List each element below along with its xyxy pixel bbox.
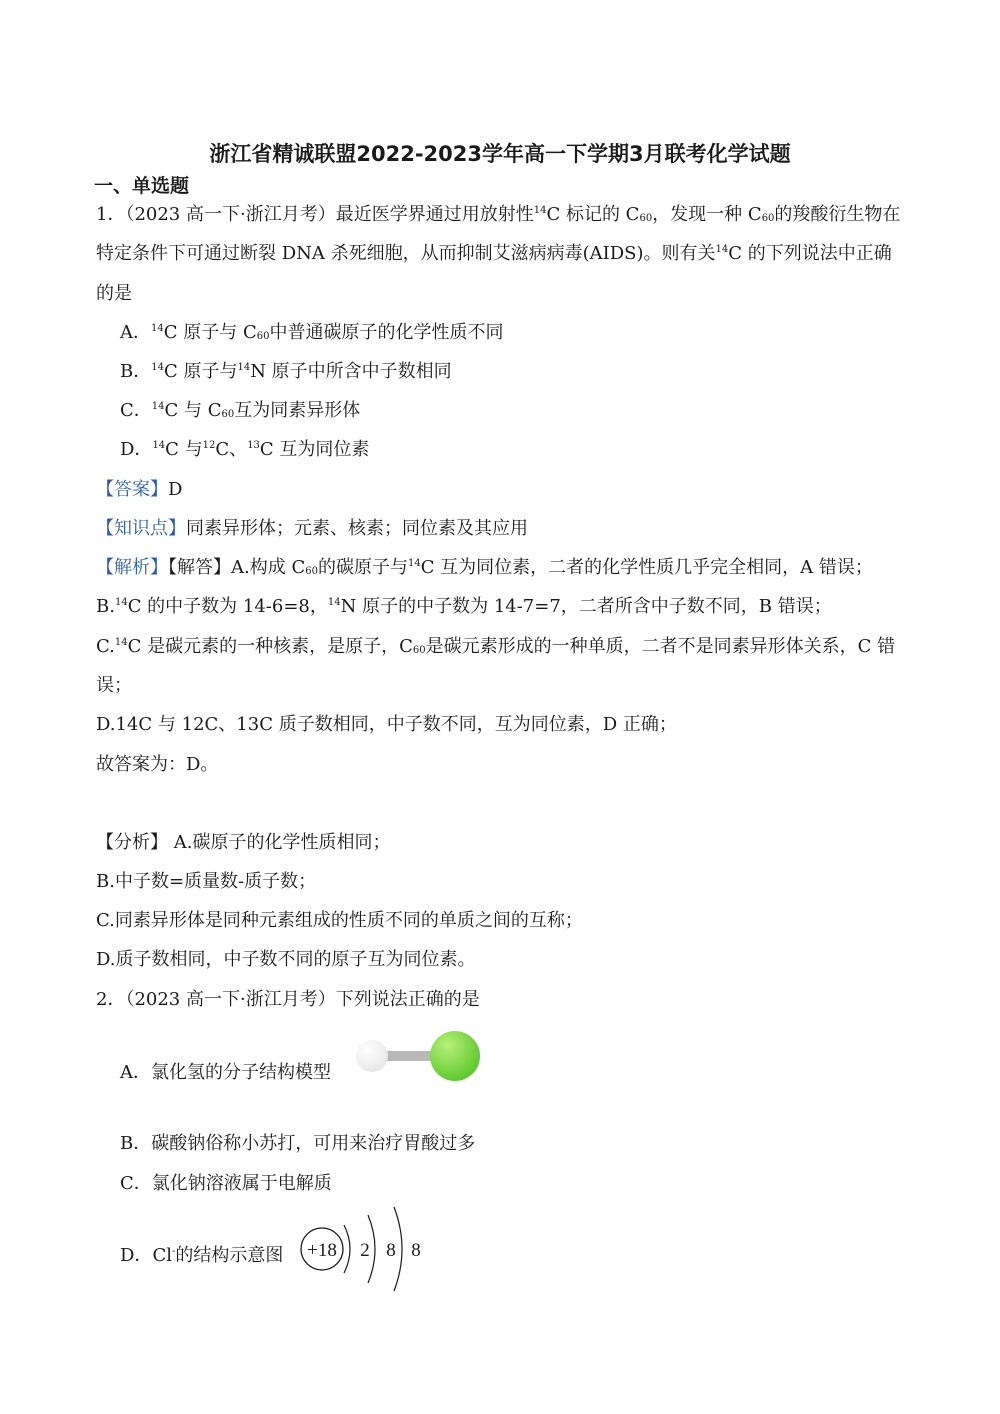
q1-stem-line2: 特定条件下可通过断裂 DNA 杀死细胞，从而抑制艾滋病病毒(AIDS)。则有关$^{14}$C 的下列说法中正确	[96, 243, 892, 264]
q1-analysis-line5: D.14C 与 12C、13C 质子数相同，中子数不同，互为同位素，D 正确；	[96, 714, 677, 735]
shell-arc-1	[344, 1225, 350, 1273]
q1-fenxi-line4: D.质子数相同，中子数不同的原子互为同位素。	[96, 949, 476, 970]
shell-electrons-3: 8	[411, 1240, 421, 1261]
q1-analysis-line1: 【解析】【解答】A.构成 $C_{60}$的碳原子与$^{14}$C 互为同位素，二者的化学性质几乎完全相同，A 错误；	[96, 557, 873, 578]
q1-source: （2023 高一下·浙江月考）	[125, 204, 336, 225]
q1-option-d: D．$^{14}$C 与$^{12}$C、$^{13}$C 互为同位素	[120, 439, 370, 460]
q1-number: 1．	[96, 204, 126, 225]
analysis-tag: 【解析】	[96, 557, 168, 578]
q1-analysis-line3: C.$^{14}$C 是碳元素的一种核素，是原子，$C_{60}$是碳元素形成的一种单质，二者不是同素异形体关系，C 错	[96, 636, 896, 657]
hydrogen-atom	[356, 1040, 388, 1072]
cl-ion-structure-diagram	[298, 1205, 438, 1301]
q1-option-c: C．$^{14}$C 与 $C_{60}$互为同素异形体	[120, 400, 361, 421]
hcl-molecule-model	[350, 1028, 490, 1088]
q1-option-b: B．$^{14}$C 原子与$^{14}$N 原子中所含中子数相同	[120, 361, 452, 382]
section-heading: 一、单选题	[94, 175, 190, 197]
q2-option-c: C．氯化钠溶液属于电解质	[120, 1173, 332, 1194]
knowledge-tag: 【知识点】	[96, 518, 186, 539]
q2-stem: 2．（2023 高一下·浙江月考）下列说法正确的是	[96, 989, 480, 1010]
q2-number: 2．	[96, 989, 126, 1010]
q1-fenxi-line3: C.同素异形体是同种元素组成的性质不同的单质之间的互称；	[96, 910, 583, 931]
q1-stem-line3: 的是	[96, 283, 132, 304]
q2-option-b: B．碳酸钠俗称小苏打，可用来治疗胃酸过多	[120, 1133, 476, 1154]
q2-source: （2023 高一下·浙江月考）	[125, 989, 336, 1010]
q1-answer: 【答案】D	[96, 479, 183, 500]
shell-electrons-1: 2	[360, 1240, 370, 1261]
q1-option-a: A．$^{14}$C 原子与 $C_{60}$中普通碳原子的化学性质不同	[120, 322, 504, 343]
q1-fenxi-line1: 【分析】 A.碳原子的化学性质相同；	[96, 832, 391, 853]
q1-analysis-line2: B.$^{14}$C 的中子数为 14-6=8，$^{14}$N 原子的中子数为 14-7=7，二者所含中子数不同，B 错误；	[96, 596, 832, 617]
answer-tag: 【答案】	[96, 479, 168, 500]
page-title: 浙江省精诚联盟2022-2023学年高一下学期3月联考化学试题	[209, 142, 791, 166]
q2-option-a: A．氯化氢的分子结构模型	[120, 1062, 331, 1083]
q1-knowledge-point: 【知识点】同素异形体；元素、核素；同位素及其应用	[96, 518, 528, 539]
q1-analysis-line6: 故答案为：D。	[96, 754, 219, 775]
shell-electrons-2: 8	[386, 1240, 396, 1261]
q1-stem-line1: 1．（2023 高一下·浙江月考）最近医学界通过用放射性$^{14}$C 标记的 $C_{60}$，发现一种 $C_{60}$的羧酸衍生物在	[96, 204, 901, 225]
nucleus-charge: +18	[307, 1240, 337, 1261]
chlorine-atom	[430, 1031, 480, 1081]
q1-fenxi-line2: B.中子数=质量数-质子数；	[96, 871, 317, 892]
q1-analysis-line4: 误；	[96, 675, 132, 696]
q2-option-d: D．Cl-的结构示意图	[120, 1245, 284, 1266]
